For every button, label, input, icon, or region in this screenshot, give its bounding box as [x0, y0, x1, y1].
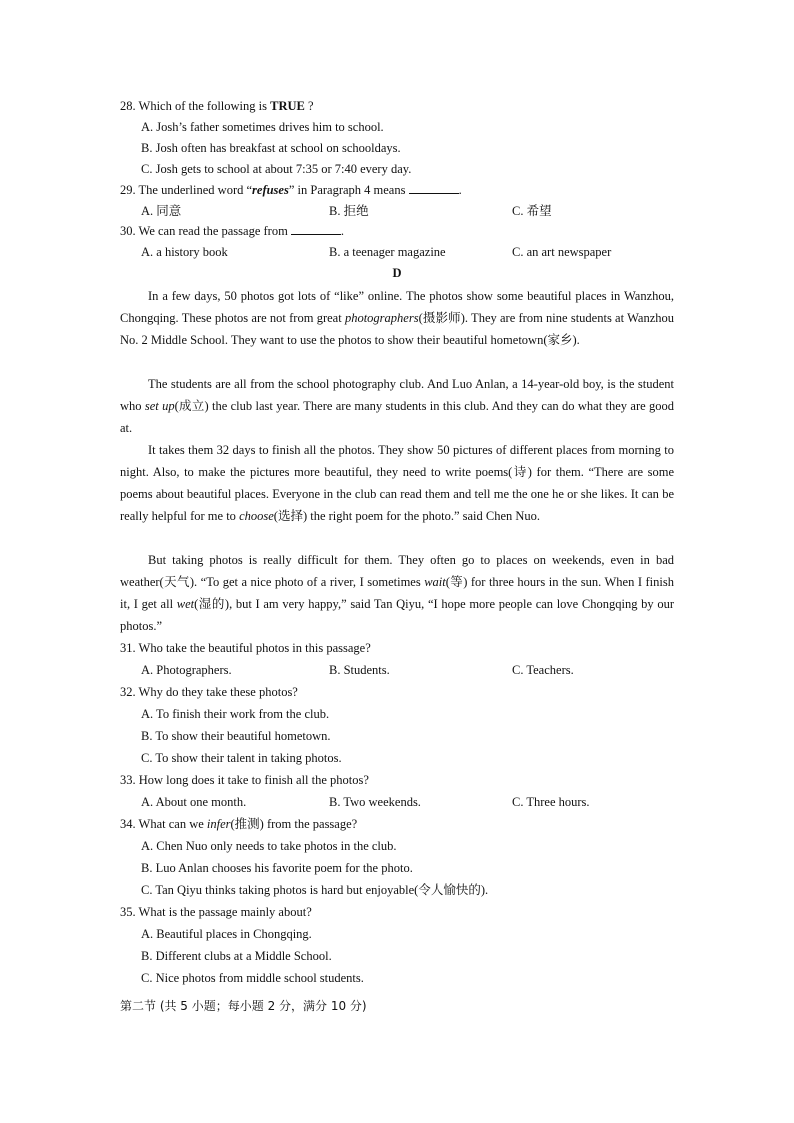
question-35-option-c: C. Nice photos from middle school students.	[141, 971, 364, 985]
italic-term: infer	[206, 817, 231, 831]
paragraph-text: (湿的), but I am very happy,” said Tan Qiyu, “I hope more people can love Chongqing by our photos.”	[120, 597, 674, 633]
question-33-option-a: A. About one month.	[141, 795, 247, 809]
question-30-option-b: B. a teenager magazine	[329, 245, 446, 259]
question-28-option-c: C. Josh gets to school at about 7:35 or 7:40 every day.	[141, 162, 412, 176]
passage-paragraph-4	[120, 549, 674, 637]
paragraph-text: (选择) the right poem for the photo.” said Chen Nuo.	[273, 509, 541, 523]
question-34-option-a: A. Chen Nuo only needs to take photos in the club.	[141, 839, 397, 853]
stem-text: 30. We can read the passage from	[120, 224, 288, 238]
paragraph-text: It takes them 32 days to finish all the photos. They show 50 pictures of different places from morning to night. Also, to make the pictures more beautiful, they need to write poems(诗) for them. “There are some poems about beautiful places. Everyone in the club can read them and tell me the one he or she likes. It can be really helpful for me to	[120, 443, 674, 523]
italic-term: wet	[176, 597, 195, 611]
question-31-option-b: B. Students.	[329, 663, 390, 677]
paragraph-text: The students are all from the school photography club. And Luo Anlan, a 14-year-old boy, is the student who	[120, 377, 674, 413]
section-2-heading: 第二节 (共 5 小题；每小题 2 分，满分 10 分)	[120, 999, 367, 1013]
question-28-option-b: B. Josh often has breakfast at school on schooldays.	[141, 141, 401, 155]
stem-text: 34. What can we	[120, 817, 207, 831]
question-29-option-c: C. 希望	[512, 204, 552, 218]
section-title: D	[392, 266, 402, 280]
question-35-option-b: B. Different clubs at a Middle School.	[141, 949, 332, 963]
stem-bold: TRUE	[270, 99, 305, 113]
question-29-option-a: A. 同意	[141, 204, 182, 218]
question-34-option-c: C. Tan Qiyu thinks taking photos is hard but enjoyable(令人愉快的).	[141, 883, 489, 897]
question-31-stem: 31. Who take the beautiful photos in this passage?	[120, 641, 371, 655]
question-31-option-c: C. Teachers.	[512, 663, 574, 677]
question-35-option-a: A. Beautiful places in Chongqing.	[141, 927, 312, 941]
question-32-option-a: A. To finish their work from the club.	[141, 707, 330, 721]
stem-text: .	[458, 183, 462, 197]
question-32-stem: 32. Why do they take these photos?	[120, 685, 298, 699]
question-30-option-a: A. a history book	[141, 245, 228, 259]
stem-text: ” in Paragraph 4 means	[288, 183, 406, 197]
answer-blank	[291, 222, 341, 235]
italic-term: photographers	[344, 311, 419, 325]
question-28-option-a: A. Josh’s father sometimes drives him to school.	[141, 120, 384, 134]
italic-term: wait	[424, 575, 446, 589]
question-31-option-a: A. Photographers.	[141, 663, 232, 677]
stem-text: .	[340, 224, 345, 238]
passage-paragraph-3	[120, 439, 674, 527]
paragraph-text: (等) for three hours in the sun. When I finish it, I get all	[120, 575, 674, 611]
paragraph-text: In a few days, 50 photos got lots of “like” online. The photos show some beautiful places in Wanzhou, Chongqing. These photos are not from great	[120, 289, 674, 325]
stem-text: 28. Which of the following is	[120, 99, 271, 113]
passage-paragraph-2	[120, 373, 674, 439]
question-33-option-b: B. Two weekends.	[329, 795, 421, 809]
question-35-stem: 35. What is the passage mainly about?	[120, 905, 312, 919]
stem-text: ?	[304, 99, 314, 113]
stem-text: (推测) from the passage?	[230, 817, 358, 831]
question-30-stem	[120, 222, 344, 240]
stem-text: 29. The underlined word “	[120, 183, 253, 197]
question-30-option-c: C. an art newspaper	[512, 245, 612, 259]
question-29-option-b: B. 拒绝	[329, 204, 369, 218]
italic-term: choose	[239, 509, 274, 523]
paragraph-text: But taking photos is really difficult for them. They often go to places on weekends, even in bad weather(天气). “To get a nice photo of a river, I sometimes	[120, 553, 674, 589]
question-34-option-b: B. Luo Anlan chooses his favorite poem for the photo.	[141, 861, 413, 875]
question-29-stem	[120, 181, 462, 199]
question-28-stem	[120, 97, 314, 115]
paragraph-text: (摄影师). They are from nine students at Wanzhou No. 2 Middle School. They want to use the photos to show their beautiful hometown(家乡).	[120, 311, 674, 347]
passage-paragraph-1	[120, 285, 674, 351]
question-33-stem: 33. How long does it take to finish all the photos?	[120, 773, 369, 787]
underlined-word: refuses	[252, 183, 289, 197]
answer-blank	[409, 181, 459, 194]
question-32-option-c: C. To show their talent in taking photos.	[141, 751, 342, 765]
italic-term: set up	[144, 399, 175, 413]
question-32-option-b: B. To show their beautiful hometown.	[141, 729, 331, 743]
question-34-stem	[120, 815, 357, 833]
paragraph-text: (成立) the club last year. There are many students in this club. And they can do what they are good at.	[120, 399, 675, 435]
question-33-option-c: C. Three hours.	[512, 795, 590, 809]
